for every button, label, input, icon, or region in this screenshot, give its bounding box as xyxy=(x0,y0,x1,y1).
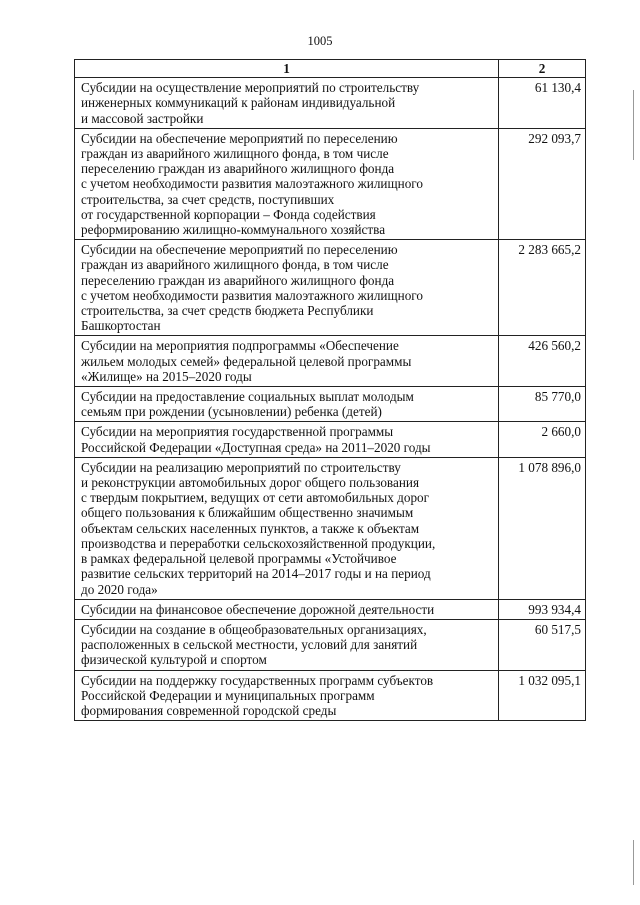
table-row xyxy=(75,670,586,721)
row-amount: 2 283 665,2 xyxy=(499,240,586,336)
row-description: Субсидии на мероприятия государственной программы Российской Федерации «Доступная среда» на 2011–2020 годы xyxy=(75,422,499,457)
row-amount: 85 770,0 xyxy=(499,387,586,422)
row-description: Субсидии на обеспечение мероприятий по переселению граждан из аварийного жилищного фонда, в том числе переселению граждан из аварийного жилищного фонда с учетом необходимости развития малоэтажного жилищного строительства, за счет средств бюджета Республики Башкортостан xyxy=(75,240,499,336)
row-amount: 1 032 095,1 xyxy=(499,670,586,721)
row-description: Субсидии на реализацию мероприятий по строительству и реконструкции автомобильных дорог общего пользования с твердым покрытием, ведущих от сети автомобильных дорог общего пользования к ближайшим общественно значимым объектам сельских населенных пунктов, а также к объектам производства и переработки сельскохозяйственной продукции, в рамках федеральной целевой программы «Устойчивое развитие сельских территорий на 2014–2017 годы и на период до 2020 года» xyxy=(75,457,499,599)
row-description: Субсидии на мероприятия подпрограммы «Обеспечение жильем молодых семей» федеральной целевой программы «Жилище» на 2015–2020 годы xyxy=(75,336,499,387)
row-description: Субсидии на финансовое обеспечение дорожной деятельности xyxy=(75,599,499,619)
row-amount: 61 130,4 xyxy=(499,78,586,129)
row-amount: 2 660,0 xyxy=(499,422,586,457)
table-row xyxy=(75,422,586,457)
column-header-2: 2 xyxy=(499,60,586,78)
scan-edge-mark xyxy=(633,90,634,160)
subsidies-table xyxy=(74,59,586,721)
row-description: Субсидии на обеспечение мероприятий по переселению граждан из аварийного жилищного фонда, в том числе переселению граждан из аварийного жилищного фонда с учетом необходимости развития малоэтажного жилищного строительства, за счет средств, поступивших от государственной корпорации – Фонда содействия реформированию жилищно-коммунального хозяйства xyxy=(75,128,499,239)
table-row xyxy=(75,78,586,129)
row-description: Субсидии на предоставление социальных выплат молодым семьям при рождении (усыновлении) ребенка (детей) xyxy=(75,387,499,422)
row-amount: 993 934,4 xyxy=(499,599,586,619)
row-description: Субсидии на осуществление мероприятий по строительству инженерных коммуникаций к районам индивидуальной и массовой застройки xyxy=(75,78,499,129)
table-row xyxy=(75,240,586,336)
row-amount: 292 093,7 xyxy=(499,128,586,239)
row-description: Субсидии на поддержку государственных программ субъектов Российской Федерации и муниципальных программ формирования современной городской среды xyxy=(75,670,499,721)
scan-edge-mark xyxy=(633,840,634,885)
row-amount: 426 560,2 xyxy=(499,336,586,387)
row-description: Субсидии на создание в общеобразовательных организациях, расположенных в сельской местности, условий для занятий физической культурой и спортом xyxy=(75,619,499,670)
row-amount: 1 078 896,0 xyxy=(499,457,586,599)
column-header-1: 1 xyxy=(75,60,499,78)
table-header-row xyxy=(75,60,586,78)
table-row xyxy=(75,619,586,670)
table-row xyxy=(75,336,586,387)
row-amount: 60 517,5 xyxy=(499,619,586,670)
page-number: 1005 xyxy=(307,34,333,48)
table-row xyxy=(75,599,586,619)
table-row xyxy=(75,457,586,599)
table-row xyxy=(75,387,586,422)
table-row xyxy=(75,128,586,239)
